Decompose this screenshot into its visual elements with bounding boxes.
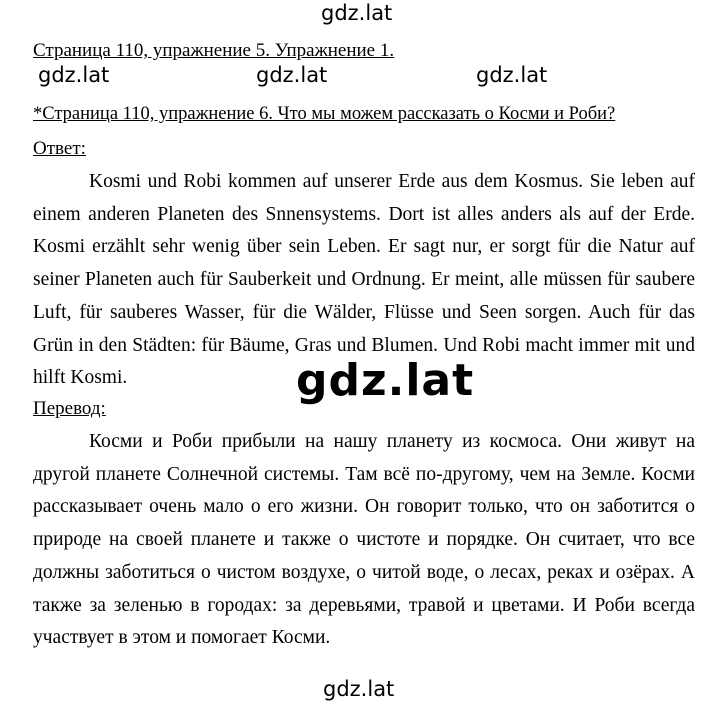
watermark-left: gdz.lat <box>38 63 110 87</box>
watermark-right: gdz.lat <box>476 63 548 87</box>
watermark-center: gdz.lat <box>296 355 475 406</box>
answer-paragraph: Kosmi und Robi kommen auf unserer Erde aus dem Kosmus. Sie leben auf einem anderen Planeten des Snnensystems. Dort ist alles anders als auf der Erde. Kosmi erzählt sehr wenig über sein Leben. Er sagt nur, er sorgt für die Natur auf seiner Planeten auch für Sauberkeit und Ordnung. Er meint, alle müssen für saubere Luft, für sauberes Wasser, für die Wälder, Flüsse und Seen sorgen. Auch für das Grün in den Städten: für Bäume, Gras und Blumen. Und Robi macht immer mit und hilft Kosmi. <box>33 171 695 389</box>
answer-label: Ответ: <box>33 138 86 159</box>
exercise-6-heading: *Страница 110, упражнение 6. Что мы можем рассказать о Косми и Роби? <box>33 104 616 124</box>
translation-label: Перевод: <box>33 398 106 419</box>
watermark-bottom: gdz.lat <box>323 677 395 701</box>
translation-paragraph: Косми и Роби прибыли на нашу планету из космоса. Они живут на другой планете Солнечной системы. Там всё по-другому, чем на Земле. Косми рассказывает очень мало о его жизни. Он говорит только, что он заботится о природе на своей планете и также о чистоте и порядке. Он считает, что все должны заботиться о чистом воздухе, о читой воде, о лесах, реках и озёрах. А также за зеленью в городах: за деревьями, травой и цветами. И Роби всегда участвует в этом и помогает Косми. <box>33 431 695 649</box>
watermark-top: gdz.lat <box>321 1 393 25</box>
watermark-middle: gdz.lat <box>256 63 328 87</box>
exercise-5-heading: Страница 110, упражнение 5. Упражнение 1. <box>33 40 395 61</box>
